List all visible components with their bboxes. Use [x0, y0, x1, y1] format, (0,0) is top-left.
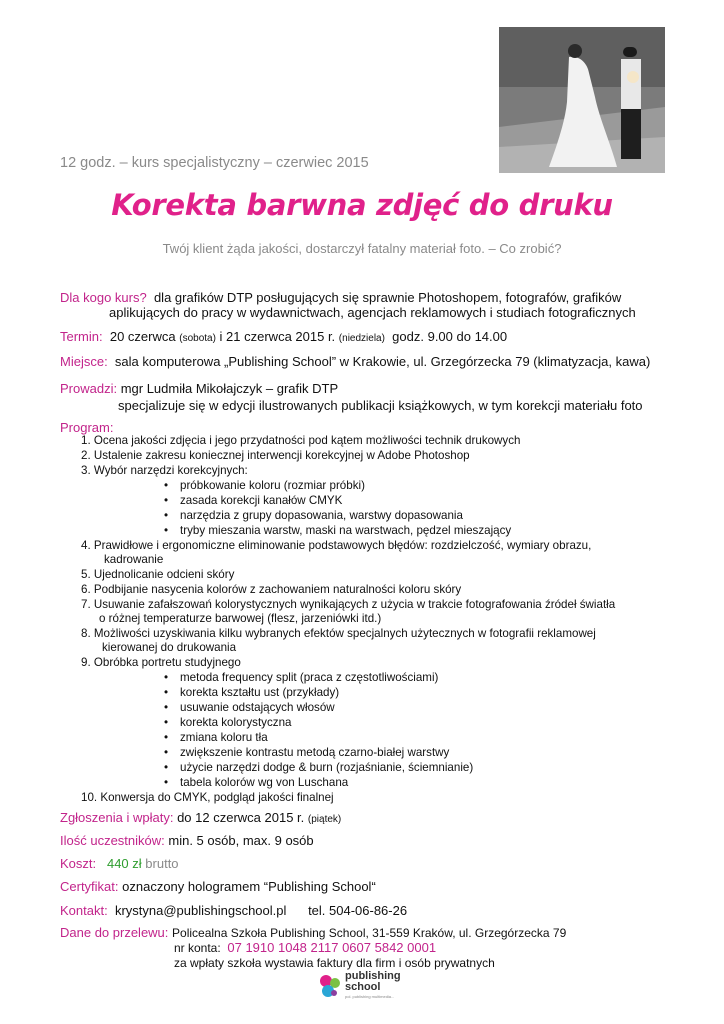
logo-text-1: publishing: [345, 970, 401, 982]
audience-line-2: aplikujących do pracy w wydawnictwach, agencjach reklamowych i studiach fotograficznych: [109, 305, 636, 320]
program-item-6: 6. Podbijanie nasycenia kolorów z zachowaniem naturalności koloru skóry: [81, 583, 462, 596]
program-item-9f: • zwiększenie kontrastu metodą czarno-białej warstwy: [180, 746, 449, 760]
date-label: Termin:: [60, 329, 103, 344]
date-1: 20 czerwca: [109, 329, 176, 344]
registration-day: (piątek): [307, 814, 342, 825]
instructor-value: mgr Ludmiła Mikołajczyk – grafik DTP: [120, 381, 339, 396]
certificate-label: Certyfikat:: [60, 879, 119, 894]
tagline: Twój klient żąda jakości, dostarczył fatalny materiał foto. – Co zrobić?: [162, 241, 562, 256]
program-item-5: 5. Ujednolicanie odcieni skóry: [81, 568, 235, 581]
contact-phone: tel. 504-06-86-26: [308, 903, 408, 918]
program-item-8-cont: kierowanej do drukowania: [102, 641, 237, 654]
program-item-9d: • korekta kolorystyczna: [180, 716, 291, 730]
contact-email[interactable]: krystyna@publishingschool.pl: [114, 903, 287, 918]
audience-value: dla grafików DTP posługujących się sprawnie Photoshopem, fotografów, grafików: [153, 290, 622, 305]
participants-label: Ilość uczestników:: [60, 833, 165, 848]
invoice-note: za wpłaty szkoła wystawia faktury dla firm i osób prywatnych: [174, 956, 495, 970]
program-item-9: 9. Obróbka portretu studyjnego: [81, 656, 241, 669]
program-item-4: 4. Prawidłowe i ergonomiczne eliminowanie podstawowych błędów: rozdzielczość, wymiary obrazu,: [81, 539, 592, 552]
transfer-address: Policealna Szkoła Publishing School, 31-559 Kraków, ul. Grzegórzecka 79: [172, 926, 567, 940]
program-item-3b: • zasada korekcji kanałów CMYK: [180, 494, 342, 508]
certificate-value: oznaczony hologramem “Publishing School“: [122, 879, 376, 894]
date-line: [60, 329, 507, 347]
account-label: nr konta:: [174, 941, 221, 955]
program-item-3d: • tryby mieszania warstw, maski na warstwach, pędzel mieszający: [180, 524, 511, 538]
price-line: [60, 856, 179, 872]
price-value: 440 zł: [106, 856, 142, 871]
date-hours: godz. 9.00 do 14.00: [392, 329, 508, 344]
program-item-1: 1. Ocena jakości zdjęcia i jego przydatności pod kątem możliwości technik drukowych: [81, 434, 521, 447]
program-item-2: 2. Ustalenie zakresu koniecznej interwencji korekcyjnej w Adobe Photoshop: [81, 449, 470, 462]
program-item-3a: • próbkowanie koloru (rozmiar próbki): [180, 479, 365, 493]
program-item-9c: • usuwanie odstających włosów: [180, 701, 335, 715]
date-2-day: (niedziela): [338, 333, 385, 344]
participants-line: [60, 833, 314, 849]
registration-label: Zgłoszenia i wpłaty:: [60, 810, 174, 825]
price-label: Koszt:: [60, 856, 97, 871]
registration-line: [60, 810, 341, 828]
program-item-9e: • zmiana koloru tła: [180, 731, 268, 745]
program-item-7-cont: o różnej temperaturze barwowej (flesz, jarzeniówki itd.): [99, 612, 382, 625]
certificate-line: [60, 879, 376, 895]
contact-line: [60, 903, 407, 919]
contact-label: Kontakt:: [60, 903, 108, 918]
program-item-9g: • użycie narzędzi dodge & burn (rozjaśnianie, ściemnianie): [180, 761, 473, 775]
program-item-9h: • tabela kolorów wg von Luschana: [180, 776, 348, 790]
account-line: [174, 940, 436, 955]
transfer-line: [60, 925, 566, 941]
logo-tagline: pol. publishing multimedia...: [345, 994, 395, 999]
place-label: Miejsce:: [60, 354, 108, 369]
program-item-8: 8. Możliwości uzyskiwania kilku wybranych efektów specjalnych użytecznych w fotografii reklamowej: [81, 627, 596, 640]
program-item-10: 10. Konwersja do CMYK, podgląd jakości finalnej: [81, 791, 334, 804]
wedding-photo: [499, 27, 665, 173]
price-suffix: brutto: [145, 856, 179, 871]
audience-line-1: [60, 290, 621, 306]
program-item-4-cont: kadrowanie: [104, 553, 164, 566]
audience-label: Dla kogo kurs?: [60, 290, 147, 305]
course-subtitle: 12 godz. – kurs specjalistyczny – czerwiec 2015: [60, 155, 369, 171]
date-2: i 21 czerwca 2015 r.: [219, 329, 336, 344]
publishing-school-logo: [318, 971, 418, 1001]
date-1-day: (sobota): [179, 333, 216, 344]
program-item-3: 3. Wybór narzędzi korekcyjnych:: [81, 464, 248, 477]
page-title: Korekta barwna zdjęć do druku: [111, 188, 613, 222]
program-item-7: 7. Usuwanie zafałszowań kolorystycznych wynikających z użycia w trakcie fotografowania źródeł światła: [81, 598, 616, 611]
program-item-9a: • metoda frequency split (praca z częstotliwościami): [180, 671, 438, 685]
transfer-label: Dane do przelewu:: [60, 925, 169, 940]
program-item-3c: • narzędzia z grupy dopasowania, warstwy dopasowania: [180, 509, 463, 523]
place-line: [60, 354, 650, 370]
instructor-line: [60, 381, 338, 397]
participants-value: min. 5 osób, max. 9 osób: [168, 833, 314, 848]
instructor-label: Prowadzi:: [60, 381, 118, 396]
program-item-9b: • korekta kształtu ust (przykłady): [180, 686, 339, 700]
place-value: sala komputerowa „Publishing School” w Krakowie, ul. Grzegórzecka 79 (klimatyzacja, kawa): [114, 354, 651, 369]
program-label: Program:: [60, 420, 114, 435]
registration-value: do 12 czerwca 2015 r.: [177, 810, 305, 825]
instructor-description: specjalizuje się w edycji ilustrowanych publikacji książkowych, w tym korekcji materiału foto: [118, 398, 643, 413]
logo-mark-icon: [318, 973, 342, 999]
account-number: 07 1910 1048 2117 0607 5842 0001: [227, 940, 437, 955]
logo-text-2: school: [345, 981, 381, 993]
